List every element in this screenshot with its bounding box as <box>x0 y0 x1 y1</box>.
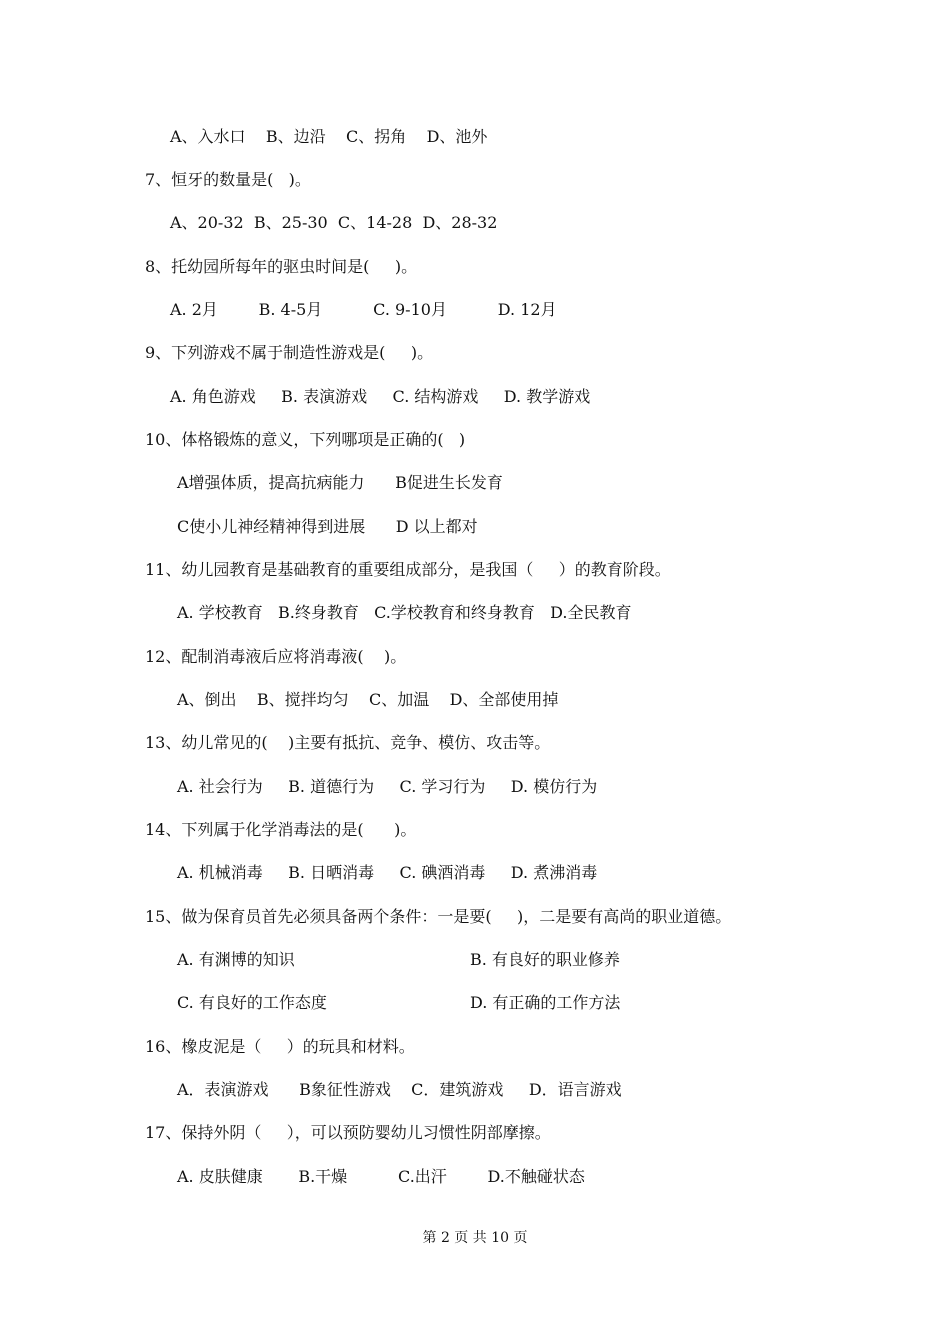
q6-options: A、入水口 B、边沿 C、拐角 D、池外 <box>170 127 488 146</box>
question-13: 13、幼儿常见的( )主要有抵抗、竞争、模仿、攻击等。 <box>145 733 551 752</box>
q11-options: A. 学校教育 B.终身教育 C.学校教育和终身教育 D.全民教育 <box>177 603 632 622</box>
q10-options-row2: C使小儿神经精神得到进展 D 以上都对 <box>177 517 478 536</box>
question-15: 15、做为保育员首先必须具备两个条件：一是要( )，二是要有高尚的职业道德。 <box>145 907 732 926</box>
question-9: 9、下列游戏不属于制造性游戏是( )。 <box>145 343 434 362</box>
q15-option-d: D. 有正确的工作方法 <box>470 993 621 1012</box>
question-16: 16、橡皮泥是（ ）的玩具和材料。 <box>145 1037 415 1056</box>
question-8: 8、托幼园所每年的驱虫时间是( )。 <box>145 257 418 276</box>
q14-options: A. 机械消毒 B. 日晒消毒 C. 碘酒消毒 D. 煮沸消毒 <box>177 863 598 882</box>
q8-options: A. 2月 B. 4-5月 C. 9-10月 D. 12月 <box>170 300 557 319</box>
question-12: 12、配制消毒液后应将消毒液( )。 <box>145 647 407 666</box>
q10-options-row1: A增强体质，提高抗病能力 B促进生长发育 <box>177 473 503 492</box>
q16-options: A．表演游戏 B象征性游戏 C．建筑游戏 D．语言游戏 <box>177 1080 622 1099</box>
q15-option-a: A. 有渊博的知识 <box>177 950 295 969</box>
q7-options: A、20-32 B、25-30 C、14-28 D、28-32 <box>170 213 498 232</box>
q15-option-c: C. 有良好的工作态度 <box>177 993 327 1012</box>
question-17: 17、保持外阴（ ），可以预防婴幼儿习惯性阴部摩擦。 <box>145 1123 551 1142</box>
q15-option-b: B. 有良好的职业修养 <box>470 950 620 969</box>
question-10: 10、体格锻炼的意义，下列哪项是正确的( ) <box>145 430 466 449</box>
q17-options: A. 皮肤健康 B.干燥 C.出汗 D.不触碰状态 <box>177 1167 585 1186</box>
question-11: 11、幼儿园教育是基础教育的重要组成部分，是我国（ ）的教育阶段。 <box>145 560 671 579</box>
q9-options: A. 角色游戏 B. 表演游戏 C. 结构游戏 D. 教学游戏 <box>170 387 591 406</box>
question-14: 14、下列属于化学消毒法的是( )。 <box>145 820 417 839</box>
question-7: 7、恒牙的数量是( )。 <box>145 170 311 189</box>
q12-options: A、倒出 B、搅拌均匀 C、加温 D、全部使用掉 <box>177 690 559 709</box>
q13-options: A. 社会行为 B. 道德行为 C. 学习行为 D. 模仿行为 <box>177 777 598 796</box>
page-footer: 第 2 页 共 10 页 <box>422 1230 528 1246</box>
